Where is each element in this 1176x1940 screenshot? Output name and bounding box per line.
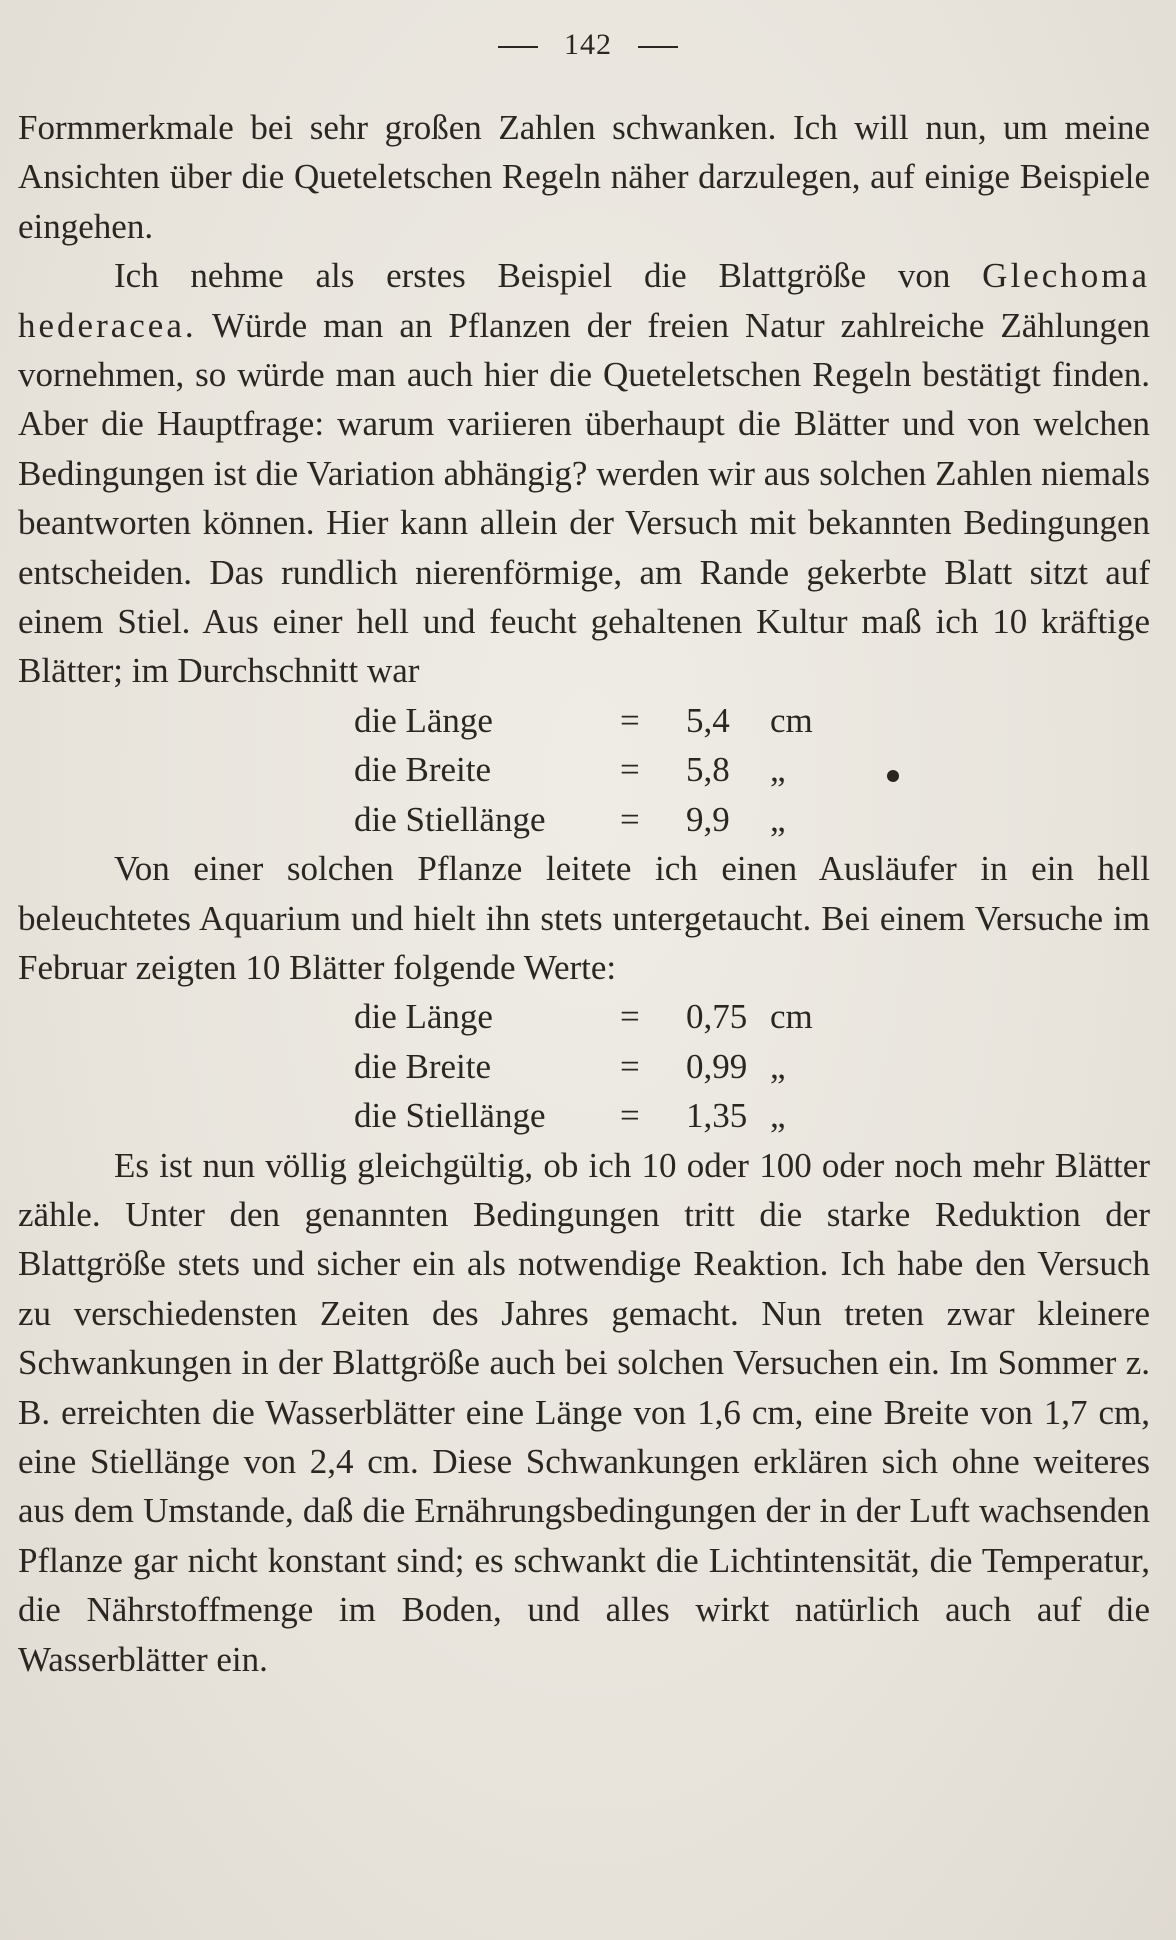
measure-label: die Breite xyxy=(354,1046,492,1086)
measurement-table-water xyxy=(354,992,813,1140)
equals-sign: = xyxy=(620,750,640,790)
species-name: Glechoma hederacea. xyxy=(18,256,1150,345)
table-row xyxy=(354,745,813,794)
page-body xyxy=(18,103,1150,1684)
header-dash-left xyxy=(498,46,538,48)
table-row xyxy=(354,1042,813,1091)
paragraph-1: Formmerkmale bei sehr großen Zahlen schwanken. Ich will nun, um meine Ansichten über die Queteletschen Regeln näher darzulegen, auf einige Beispiele eingehen. xyxy=(18,108,1150,246)
measure-unit: „ xyxy=(770,1046,786,1086)
table-row xyxy=(354,1091,813,1140)
measure-value: 5,4 xyxy=(686,700,730,740)
paragraph-3: Von einer solchen Pflanze leitete ich einen Ausläufer in ein hell beleuchtetes Aquarium und hielt ihn stets untergetaucht. Bei einem Versuche im Februar zeigten 10 Blätter folgende Werte: xyxy=(18,849,1150,987)
measure-value: 0,75 xyxy=(686,997,748,1037)
equals-sign: = xyxy=(620,1046,640,1086)
paragraph-2-start: Ich nehme als erstes Beispiel die Blattgröße von xyxy=(114,256,983,296)
header-dash-right xyxy=(638,46,678,48)
measurement-table-air xyxy=(354,696,813,844)
page-number: 142 xyxy=(564,28,612,61)
page-header xyxy=(0,28,1176,62)
measure-value: 1,35 xyxy=(686,1096,748,1136)
measure-label: die Breite xyxy=(354,750,492,790)
equals-sign: = xyxy=(620,997,640,1037)
equals-sign: = xyxy=(620,799,640,839)
table-row xyxy=(354,992,813,1041)
equals-sign: = xyxy=(620,1096,640,1136)
measure-label: die Länge xyxy=(354,997,493,1037)
table-row xyxy=(354,795,813,844)
measure-value: 9,9 xyxy=(686,799,730,839)
table-row xyxy=(354,696,813,745)
measure-label: die Stiellänge xyxy=(354,799,546,839)
measure-unit: „ xyxy=(770,799,786,839)
measure-unit: cm xyxy=(770,700,813,740)
measure-label: die Länge xyxy=(354,700,493,740)
measure-label: die Stiellänge xyxy=(354,1096,546,1136)
measure-value: 0,99 xyxy=(686,1046,748,1086)
paragraph-4: Es ist nun völlig gleichgültig, ob ich 10 oder 100 oder noch mehr Blätter zähle. Unter den genannten Bedingungen tritt die starke Reduktion der Blattgröße stets und sicher ein als notwendige Reaktion. Ich habe den Versuch zu verschiedensten Zeiten des Jahres gemacht. Nun treten zwar kleinere Schwankungen in der Blattgröße auch bei solchen Versuchen ein. Im Sommer z. B. erreichten die Wasserblätter eine Länge von 1,6 cm, eine Breite von 1,7 cm, eine Stiellänge von 2,4 cm. Diese Schwankungen erklären sich ohne weiteres aus dem Umstande, daß die Ernährungsbedingungen der in der Luft wachsenden Pflanze gar nicht konstant sind; es schwankt die Lichtintensität, die Temperatur, die Nährstoffmenge im Boden, und alles wirkt natürlich auch auf die Wasserblätter ein. xyxy=(18,1145,1150,1679)
measure-value: 5,8 xyxy=(686,750,730,790)
ink-spot xyxy=(887,770,899,782)
measure-unit: „ xyxy=(770,750,786,790)
measure-unit: „ xyxy=(770,1096,786,1136)
equals-sign: = xyxy=(620,700,640,740)
measure-unit: cm xyxy=(770,997,813,1037)
paragraph-2 xyxy=(18,251,1150,696)
paragraph-2-rest: Würde man an Pflanzen der freien Natur zahlreiche Zählungen vornehmen, so würde man auch hier die Queteletschen Regeln bestätigt finden. Aber die Hauptfrage: warum variieren überhaupt die Blätter und von welchen Bedingungen ist die Variation abhängig? werden wir aus solchen Zahlen niemals beantworten können. Hier kann allein der Versuch mit bekannten Bedingungen entscheiden. Das rundlich nierenförmige, am Rande gekerbte Blatt sitzt auf einem Stiel. Aus einer hell und feucht gehaltenen Kultur maß ich 10 kräftige Blätter; im Durchschnitt war xyxy=(18,305,1150,691)
